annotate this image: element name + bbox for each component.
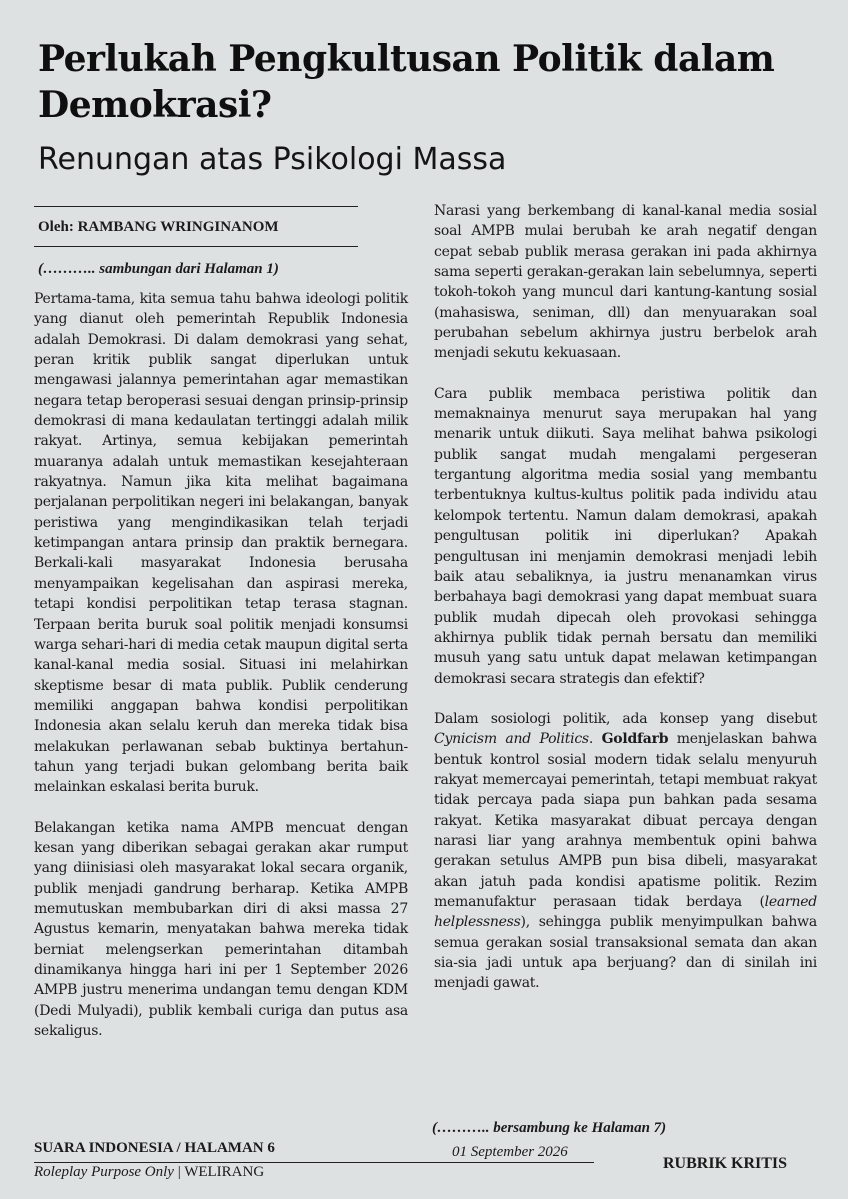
text-run: ), sehingga publik menyimpulkan bahwa semua gerakan sosial transaksional semata dan akan sia-sia jadi untuk apa berjuang? dan di sinilah ini menjadi gawat. — [434, 914, 817, 992]
publication-date: 01 September 2026 — [452, 1144, 568, 1160]
paragraph: Narasi yang berkembang di kanal-kanal media sosial soal AMPB mulai berubah ke arah negatif dengan cepat sebab publik merasa gerakan ini pada akhirnya sama seperti gerakan-gerakan lain sebelumnya, seperti tokoh-tokoh yang muncul dari kantung-kantung sosial (mahasiswa, seniman, dll) dan menyuarakan soal perubahan sebelum akhirnya justru berbelok arah menjadi sekutu kekuasaan. — [434, 203, 817, 362]
article-subtitle: Renungan atas Psikologi Massa — [38, 142, 507, 177]
right-column — [434, 201, 817, 994]
author-name: Goldfarb — [601, 731, 669, 748]
continued-to-note: (……….. bersambung ke Halaman 7) — [432, 1120, 667, 1136]
paragraph — [434, 709, 817, 994]
term: learned helplessness — [434, 894, 817, 931]
left-column — [34, 289, 408, 1041]
text-run: . — [588, 731, 602, 748]
text-run: Dalam sosiologi politik, ada konsep yang disebut — [434, 710, 817, 727]
paragraph: Pertama-tama, kita semua tahu bahwa ideologi politik yang dianut oleh pemerintah Republik Indonesia adalah Demokrasi. Di dalam demokrasi yang sehat, peran kritik publik sangat diperlukan untuk mengawasi jalannya pemerintahan agar memastikan negara tetap beroperasi sesuai dengan prinsip-prinsip demokrasi di mana kedaulatan tertinggi adalah milik rakyat. Artinya, semua kebijakan pemerintah muaranya adalah untuk memastikan kesejahteraan rakyatnya. Namun jika kita melihat bagaimana perjalanan perpolitikan negeri ini belakangan, banyak peristiwa yang mengindikasikan telah terjadi ketimpangan antara prinsip dan praktik bernegara. Berkali-kali masyarakat Indonesia berusaha menyampaikan kegelisahan dan aspirasi mereka, tetapi kondisi perpolitikan tetap terasa stagnan. Terpaan berita buruk soal politik menjadi konsumsi warga sehari-hari di media cetak maupun digital serta kanal-kanal media sosial. Situasi ini melahirkan skeptisme besar di mata publik. Publik cenderung memiliki anggapan bahwa kondisi perpolitikan Indonesia akan selalu keruh dan mereka tidak bisa melakukan perlawanan sebab buktinya bertahun-tahun yang terjadi bukan gelombang berita baik melainkan eskalasi berita buruk. — [34, 291, 408, 796]
continued-from-note: (……….. sambungan dari Halaman 1) — [38, 261, 279, 277]
article-title: Perlukah Pengkultusan Politik dalam Demokrasi? — [38, 38, 775, 126]
roleplay-label: Roleplay Purpose Only — [34, 1164, 174, 1180]
byline: Oleh: RAMBANG WRINGINANOM — [38, 219, 279, 235]
rubric-label: RUBRIK KRITIS — [663, 1155, 788, 1172]
byline-bottom-rule — [34, 246, 358, 247]
text-run: menjelaskan bahwa bentuk kontrol sosial modern tidak selalu menyuruh rakyat memercayai pemerintah, tetapi membuat rakyat tidak percaya pada siapa pun bahkan pada sesama rakyat. Ketika masyarakat dibuat percaya dengan narasi liar yang arahnya membentuk opini bahwa gerakan setulus AMPB pun bisa dibeli, masyarakat akan jatuh pada kondisi apatisme politik. Rezim memanufaktur perasaan tidak berdaya ( — [434, 731, 817, 910]
paragraph: Cara publik membaca peristiwa politik dan memaknainya menurut saya merupakan hal yang menarik untuk diikuti. Saya melihat bahwa psikologi publik sangat mudah mengalami pergeseran tergantung algoritma media sosial yang membantu terbentuknya kultus-kultus politik pada individu atau kelompok tertentu. Namun dalam demokrasi, apakah pengultusan politik ini diperlukan? Apakah pengultusan ini menjamin demokrasi menjadi lebih baik atau sebaliknya, ia justru menanamkan virus berbahaya bagi demokrasi yang dapat membuat suara publik mudah dipecah oleh provokasi sehingga akhirnya publik tidak pernah bersatu dan memiliki musuh yang satu untuk dapat melawan ketimpangan demokrasi secara strategis dan efektif? — [434, 385, 817, 687]
byline-top-rule — [34, 206, 358, 207]
concept-name: Cynicism and Politics — [434, 731, 589, 748]
publication-name: SUARA INDONESIA / HALAMAN 6 — [34, 1140, 275, 1156]
author-tag: | WELIRANG — [173, 1164, 265, 1180]
roleplay-note — [34, 1164, 264, 1181]
paragraph: Belakangan ketika nama AMPB mencuat dengan kesan yang diberikan sebagai gerakan akar rumput yang diinisiasi oleh masyarakat lokal secara organik, publik menjadi gandrung berharap. Ketika AMPB memutuskan membubarkan diri di aksi massa 27 Agustus kemarin, menyatakan bahwa mereka tidak berniat melengserkan pemerintahan ditambah dinamikanya hingga hari ini per 1 September 2026 AMPB justru menerima undangan temu dengan KDM (Dedi Mulyadi), publik kembali curiga dan putus asa sekaligus. — [34, 819, 408, 1040]
footer-rule — [34, 1162, 594, 1163]
